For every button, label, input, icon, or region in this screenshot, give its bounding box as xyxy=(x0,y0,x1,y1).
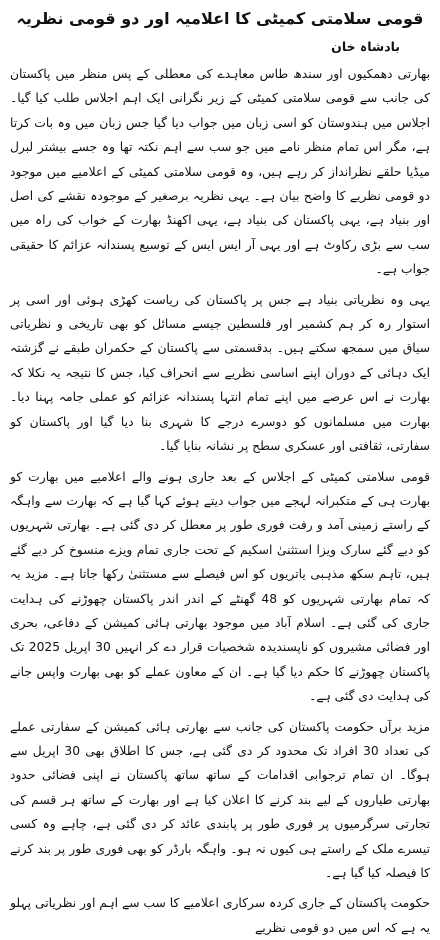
paragraph-4: مزید برآں حکومت پاکستان کی جانب سے بھارتی ہائی کمیشن کے سفارتی عملے کی تعداد 30 افراد تک محدود کر دی گئی ہے، جس کا اطلاق بھی 30 اپریل سے ہوگا۔ ان تمام ترجوابی اقدامات کے ساتھ ساتھ پاکستان نے اپنی فضائی حدود بھارتی طیاروں کے لیے بند کرنے کا اعلان کیا ہے اور بھارت کے ساتھ ہر قسم کی تجارتی سرگرمیوں پر فوری طور پر پابندی عائد کر دی گئی ہے، چاہے وہ کسی تیسرے ملک کے راستے ہی کیوں نہ ہو۔ واہگہ بارڈر کو بھی فوری طور پر بند کرنے کا فیصلہ کیا گیا ہے۔ xyxy=(10,719,431,880)
paragraph-5: حکومت پاکستان کے جاری کردہ سرکاری اعلامیے کا سب سے اہم اور نظریاتی پہلو یہ ہے کہ اس میں دو قومی نظریے xyxy=(10,896,430,935)
paragraph-3: قومی سلامتی کمیٹی کے اجلاس کے بعد جاری ہونے والے اعلامیے میں بھارت کو بھارت ہی کے متکبرانہ لہجے میں جواب دیتے ہوئے کہا گیا ہے کہ بھارت سے واہگہ کے راستے زمینی آمد و رفت فوری طور پر معطل کر دی گئی ہے۔ بھارتی شہریوں کو دیے گئے سارک ویزا استثنیٰ اسکیم کے تحت جاری تمام ویزے منسوخ کر دیے گئے ہیں، تاہم سکھ مذہبی یاتریوں کو اس فیصلے سے مستثنیٰ رکھا جاتا ہے۔ مزید یہ کہ تمام بھارتی شہریوں کو 48 گھنٹے کے اندر اندر پاکستان چھوڑنے کی ہدایت جاری کی گئی ہے۔ اسلام آباد میں موجود بھارتی ہائی کمیشن کے دفاعی، بحری اور فضائی مشیروں کو ناپسندیدہ شخصیات قرار دے کر انہیں 30 اپریل 2025 تک پاکستان چھوڑنے کا حکم دیا گیا ہے۔ ان کے معاون عملے کو بھی بھارت واپس جانے کی ہدایت دی گئی ہے۔ xyxy=(10,469,431,704)
paragraph-1: بھارتی دھمکیوں اور سندھ طاس معاہدے کی معطلی کے پس منظر میں پاکستان کی جانب سے قومی سلامتی کمیٹی کے زیر نگرانی ایک اہم اجلاس طلب کیا گیا۔ اجلاس میں ہندوستان کو اسی زبان میں جواب دیا گیا جس زبان میں وہ بات کرتا ہے، مگر اس تمام منظر نامے میں جو سب سے اہم نکتہ تھا وہ جسے بیشتر لبرل میڈیا حلقے نظرانداز کر رہے ہیں، وہ قومی سلامتی کمیٹی کے اعلامیے میں موجود دو قومی نظریے کا واضح بیان ہے۔ یہی نظریہ برصغیر کے موجودہ نقشے کی اصل اور بنیاد ہے، یہی پاکستان کی بنیاد ہے، یہی اکھنڈ بھارت کے خواب کی راہ میں سب سے بڑی رکاوٹ ہے اور یہی آر ایس ایس کے توسیع پسندانہ عزائم کا حقیقی جواب ہے۔ xyxy=(10,67,430,277)
article-title: قومی سلامتی کمیٹی کا اعلامیہ اور دو قومی نظریہ xyxy=(16,9,424,28)
paragraph-2: یہی وہ نظریاتی بنیاد ہے جس پر پاکستان کی ریاست کھڑی ہوئی اور اسی پر استوار رہ کر ہم کشمیر اور فلسطین جیسے مسائل کو بھی تاریخی و نظریاتی سیاق میں سمجھ سکتے ہیں۔ بدقسمتی سے پاکستان کے حکمران طبقے نے گزشتہ ایک دہائی کے دوران اپنے اساسی نظریے سے انحراف کیا، جس کا نتیجہ یہ نکلا کہ بھارت نے اس عرصے میں اپنے تمام انتہا پسندانہ عزائم کو عملی جامہ پہنا دیا۔ بھارت میں مسلمانوں کو دوسرے درجے کا شہری بنا دیا گیا اور پاکستان کو سفارتی، ثقافتی اور عسکری سطح پر نشانہ بنایا گیا۔ xyxy=(10,292,430,454)
author-name: بادشاہ خان xyxy=(331,39,400,54)
